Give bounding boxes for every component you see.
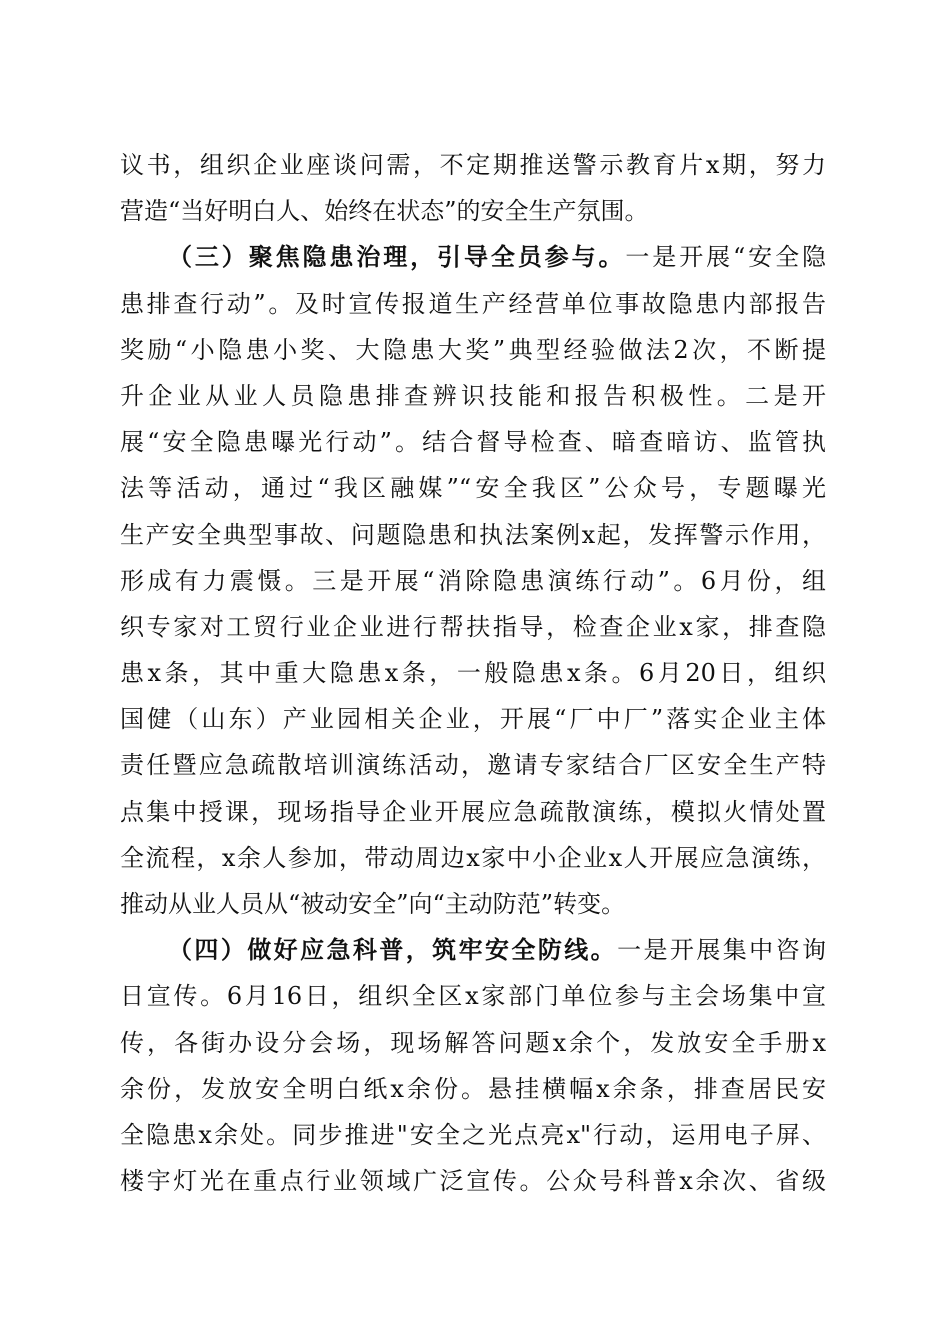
text-line: 全隐患x余处。同步推进"安全之光点亮x"行动，运用电子屏、 xyxy=(120,1120,826,1149)
paragraph-hazard-governance xyxy=(120,234,826,927)
text-fragment: 一是开展“安全隐 xyxy=(625,243,826,272)
text-line: 日宣传。6月16日，组织全区x家部门单位参与主会场集中宣 xyxy=(120,982,826,1011)
text-line: 织专家对工贸行业企业进行帮扶指导，检查企业x家，排查隐 xyxy=(120,612,826,641)
text-line: 展“安全隐患曝光行动”。结合督导检查、暗查暗访、监管执 xyxy=(120,428,826,457)
text-line: 患排查行动”。及时宣传报道生产经营单位事故隐患内部报告 xyxy=(120,289,826,318)
paragraph-promotion-continuation xyxy=(120,142,826,234)
text-line: 形成有力震慑。三是开展“消除隐患演练行动”。6月份，组 xyxy=(120,566,826,595)
text-line: 患x条，其中重大隐患x条，一般隐患x条。6月20日，组织 xyxy=(120,659,826,688)
text-line: 责任暨应急疏散培训演练活动，邀请专家结合厂区安全生产特 xyxy=(120,751,826,780)
text-line: 奖励“小隐患小奖、大隐患大奖”典型经验做法2次，不断提 xyxy=(120,335,826,364)
text-line: 余份，发放安全明白纸x余份。悬挂横幅x余条，排查居民安 xyxy=(120,1074,826,1103)
section-heading-3: （三）聚焦隐患治理，引导全员参与。 xyxy=(168,242,626,272)
text-line xyxy=(120,234,826,280)
text-line: 楼宇灯光在重点行业领域广泛宣传。公众号科普x余次、省级 xyxy=(120,1167,826,1196)
text-line: 全流程，x余人参加，带动周边x家中小企业x人开展应急演练， xyxy=(120,843,826,872)
text-line: 生产安全典型事故、问题隐患和执法案例x起，发挥警示作用， xyxy=(120,520,826,549)
document-body xyxy=(120,142,826,1204)
text-line: 点集中授课，现场指导企业开展应急疏散演练，模拟火情处置 xyxy=(120,797,826,826)
section-heading-4: （四）做好应急科普，筑牢安全防线。 xyxy=(168,935,618,965)
text-line: 法等活动，通过“我区融媒”“安全我区”公众号，专题曝光 xyxy=(120,474,826,503)
text-fragment: 一是开展集中咨询 xyxy=(617,936,826,965)
text-line: 议书，组织企业座谈问需，不定期推送警示教育片x期，努力 xyxy=(120,151,826,179)
text-line xyxy=(120,927,826,973)
text-line: 传，各街办设分会场，现场解答问题x余个，发放安全手册x xyxy=(120,1028,826,1057)
text-line: 升企业从业人员隐患排查辨识技能和报告积极性。二是开 xyxy=(120,381,826,410)
text-line: 国健（山东）产业园相关企业，开展“厂中厂”落实企业主体 xyxy=(120,705,826,734)
text-line: 营造“当好明白人、始终在状态”的安全生产氛围。 xyxy=(120,197,649,226)
text-line: 推动从业人员从“被动安全”向“主动防范”转变。 xyxy=(120,890,626,918)
paragraph-emergency-education xyxy=(120,927,826,1204)
